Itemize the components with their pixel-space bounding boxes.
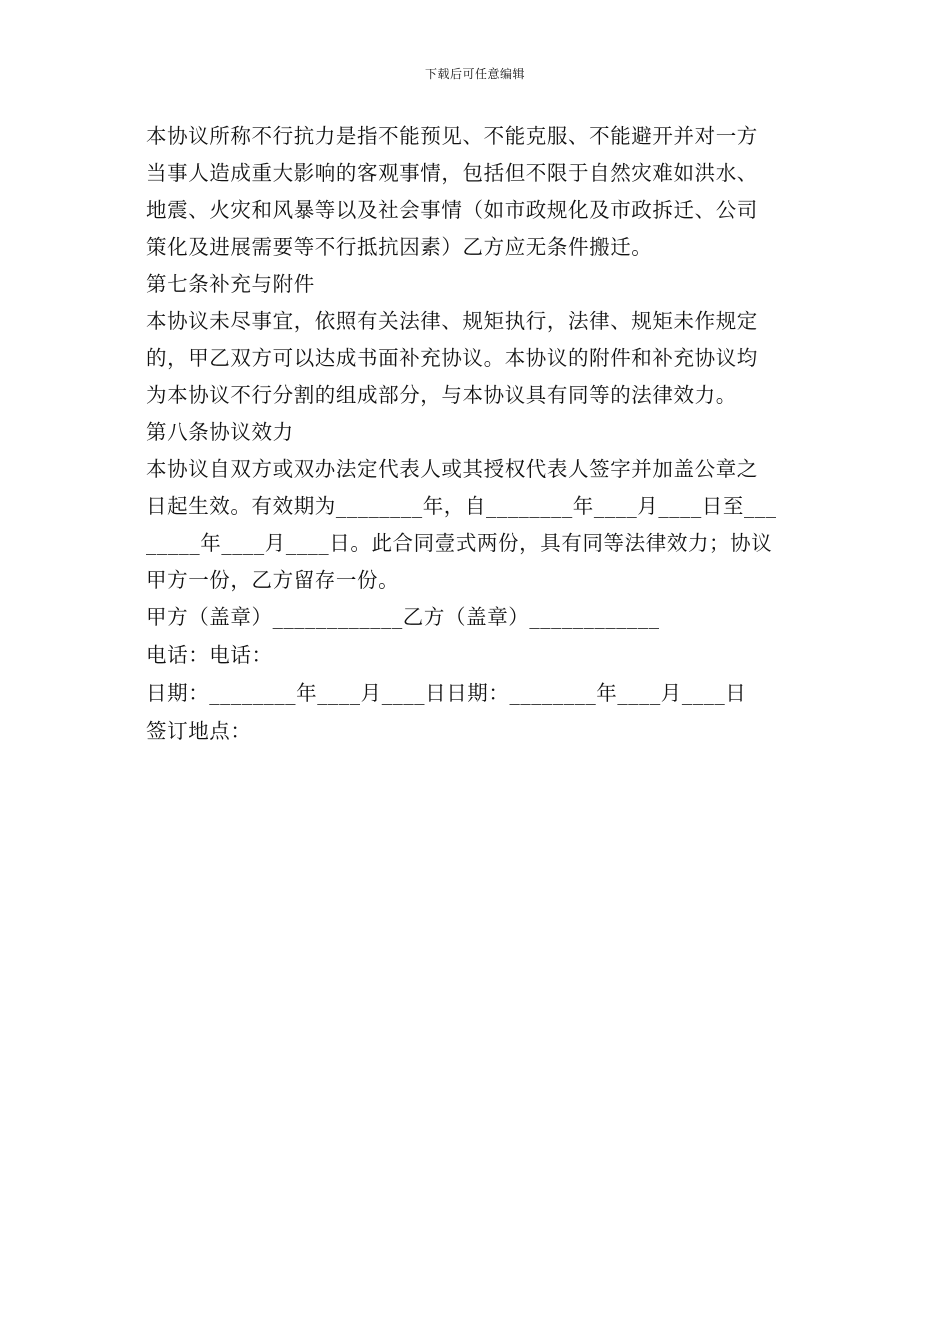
text-line: 地震、火灾和风暴等以及社会事情（如市政规化及市政拆迁、公司 bbox=[146, 198, 758, 222]
text-line: 当事人造成重大影响的客观事情，包括但不限于自然灾难如洪水、 bbox=[146, 161, 758, 185]
text-line: 本协议所称不行抗力是指不能预见、不能克服、不能避开并对一方 bbox=[146, 124, 758, 148]
text-line: 本协议自双方或双办法定代表人或其授权代表人签字并加盖公章之 bbox=[146, 457, 758, 481]
section-heading: 第八条协议效力 bbox=[146, 420, 294, 444]
page-header: 下载后可任意编辑 bbox=[424, 67, 525, 81]
text-line: 策化及进展需要等不行抵抗因素）乙方应无条件搬迁。 bbox=[146, 235, 653, 259]
signing-place-line: 签订地点： bbox=[146, 719, 252, 743]
document-body bbox=[146, 118, 806, 750]
text-line: 为本协议不行分割的组成部分，与本协议具有同等的法律效力。 bbox=[146, 383, 737, 407]
text-line: 的，甲乙双方可以达成书面补充协议。本协议的附件和补充协议均 bbox=[146, 346, 758, 370]
text-line: _____年____月____日。此合同壹式两份，具有同等法律效力；协议 bbox=[146, 531, 773, 555]
text-line: 甲方一份，乙方留存一份。 bbox=[146, 568, 400, 592]
text-line: 日起生效。有效期为________年，自________年____月____日至___ bbox=[146, 494, 777, 518]
seal-line: 甲方（盖章）____________乙方（盖章）____________ bbox=[146, 605, 660, 629]
section-heading: 第七条补充与附件 bbox=[146, 272, 315, 296]
phone-line: 电话：电话： bbox=[146, 643, 273, 667]
text-line: 本协议未尽事宜，依照有关法律、规矩执行，法律、规矩未作规定 bbox=[146, 309, 758, 333]
date-line: 日期：________年____月____日日期：________年____月____日 bbox=[146, 681, 747, 705]
